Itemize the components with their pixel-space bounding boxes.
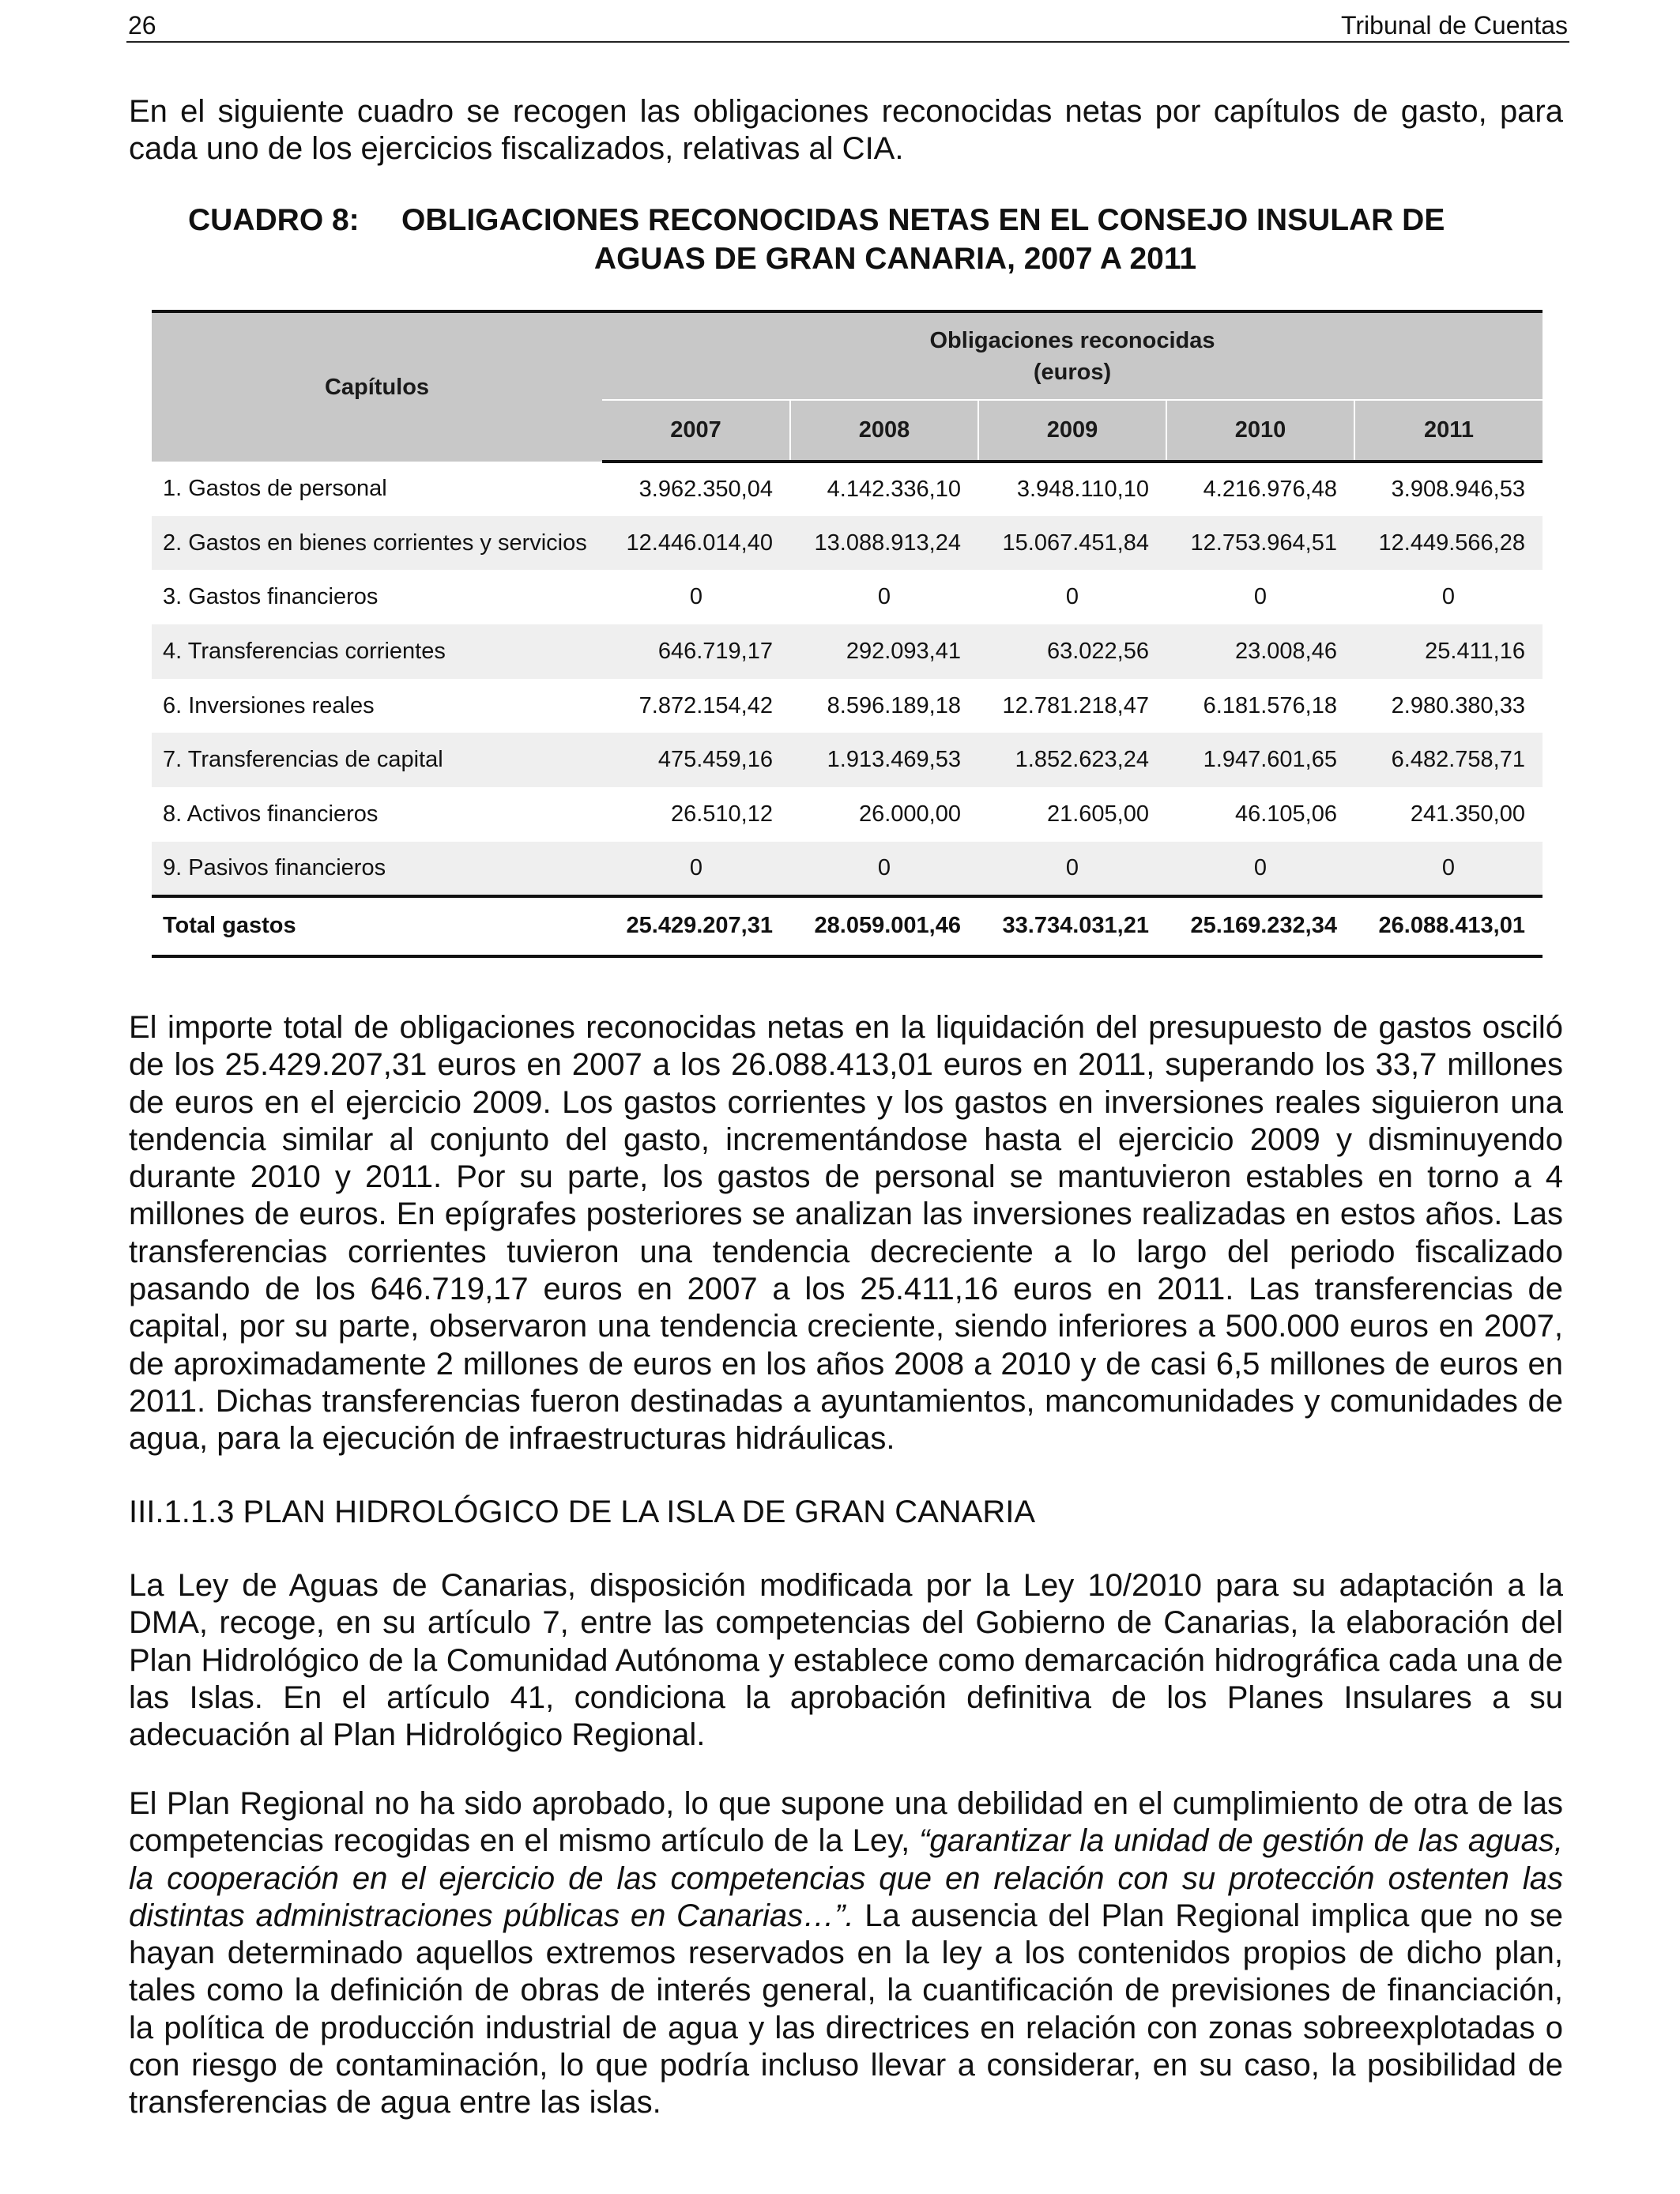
table-row	[152, 733, 1543, 787]
value-cell: 241.350,00	[1410, 801, 1525, 827]
value-cell: 3.908.946,53	[1391, 476, 1525, 502]
year-header: 2011	[1354, 400, 1543, 462]
value-cell: 0	[689, 584, 703, 610]
value-cell: 63.022,56	[978, 624, 1166, 679]
year-header: 2010	[1166, 400, 1354, 462]
header-organization: Tribunal de Cuentas	[1341, 11, 1568, 40]
table-row	[152, 462, 1543, 516]
page-number: 26	[128, 11, 156, 40]
value-cell: 4.142.336,10	[827, 476, 961, 502]
year-header: 2007	[602, 400, 790, 462]
page-header	[126, 9, 1569, 43]
value-cell: 0	[1166, 842, 1354, 896]
table-row	[152, 624, 1543, 679]
value-cell: 0	[1253, 584, 1268, 610]
plan-regional-part1: El Plan Regional no ha sido aprobado, lo que supone una debilidad en el cumplimiento de otra de las competencias recogidas en el mismo artículo de la Ley,	[129, 1786, 1563, 1859]
value-cell: 0	[602, 842, 790, 896]
obligaciones-table-container	[152, 310, 1543, 958]
value-cell: 6.181.576,18	[1203, 692, 1337, 718]
ley-aguas-paragraph: La Ley de Aguas de Canarias, disposición modificada por la Ley 10/2010 para su adaptación a la DMA, recoge, en su artículo 7, entre las competencias del Gobierno de Canarias, la elaboración del Plan Hidrológico de la Comunidad Autónoma y establece como demarcación hidrográfica cada una de las Islas. En el artículo 41, condiciona la aprobación definitiva de los Planes Insulares a su adecuación al Plan Hidrológico Regional.	[129, 1568, 1563, 1753]
table-row	[152, 516, 1543, 571]
total-cell: 28.059.001,46	[790, 896, 978, 956]
plan-regional-paragraph	[129, 1785, 1563, 2122]
total-cell: 25.169.232,34	[1166, 896, 1354, 956]
capitulo-cell: 9. Pasivos financieros	[152, 842, 602, 896]
value-cell: 0	[1065, 584, 1079, 610]
table-row	[152, 842, 1543, 896]
capitulo-cell: 2. Gastos en bienes corrientes y servicios	[152, 516, 602, 571]
value-cell: 475.459,16	[602, 733, 790, 787]
value-cell: 13.088.913,24	[790, 516, 978, 571]
value-cell: 1.913.469,53	[790, 733, 978, 787]
group-header-line1: Obligaciones reconocidas	[929, 327, 1215, 353]
capitulo-cell: 3. Gastos financieros	[163, 584, 379, 610]
value-cell: 3.948.110,10	[1016, 476, 1149, 502]
value-cell: 292.093,41	[790, 624, 978, 679]
value-cell: 1.947.601,65	[1166, 733, 1354, 787]
value-cell: 0	[978, 842, 1166, 896]
capitulo-cell: 4. Transferencias corrientes	[152, 624, 602, 679]
capitulo-cell: 8. Activos financieros	[163, 801, 379, 827]
value-cell: 21.605,00	[1046, 801, 1149, 827]
analysis-paragraph: El importe total de obligaciones reconocidas netas en la liquidación del presupuesto de gastos osciló de los 25.429.207,31 euros en 2007 a los 26.088.413,01 euros en 2011, superando los 33,7 millones de euros en el ejercicio 2009. Los gastos corrientes y los gastos en inversiones reales siguieron una tendencia similar al conjunto del gasto, incrementándose hasta el ejercicio 2009 y disminuyendo durante 2010 y 2011. Por su parte, los gastos de personal se mantuvieron estables en torno a 4 millones de euros. En epígrafes posteriores se analizan las inversiones realizadas en estos años. Las transferencias corrientes tuvieron una tendencia decreciente a lo largo del periodo fiscalizado pasando de los 646.719,17 euros en 2007 a los 25.411,16 euros en 2011. Las transferencias de capital, por su parte, observaron una tendencia creciente, siendo inferiores a 500.000 euros en 2007, de aproximadamente 2 millones de euros en los años 2008 a 2010 y de casi 6,5 millones de euros en 2011. Dichas transferencias fueron destinadas a ayuntamientos, mancomunidades y comunidades de agua, para la ejecución de infraestructuras hidráulicas.	[129, 1010, 1563, 1457]
value-cell: 0	[1441, 584, 1456, 610]
year-header: 2008	[790, 400, 978, 462]
total-cell: 33.734.031,21	[978, 896, 1166, 956]
total-cell: 25.429.207,31	[602, 896, 790, 956]
year-header: 2009	[978, 400, 1166, 462]
value-cell: 8.596.189,18	[827, 692, 961, 718]
total-label: Total gastos	[152, 896, 602, 956]
value-cell: 12.781.218,47	[1002, 692, 1149, 718]
plan-regional-part2: La ausencia del Plan Regional implica que no se hayan determinado aquellos extremos reservados en la ley a los contenidos propios de dicho plan, tales como la definición de obras de interés general, la cuantificación de previsiones de financiación, la política de producción industrial de agua y las directrices en relación con zonas sobreexplotadas o con riesgo de contaminación, lo que podría incluso llevar a considerar, en su caso, la posibilidad de transferencias de agua entre las islas.	[129, 1898, 1564, 2120]
value-cell: 12.449.566,28	[1354, 516, 1543, 571]
cuadro-title-line1: OBLIGACIONES RECONOCIDAS NETAS EN EL CONSEJO INSULAR DE	[401, 203, 1445, 237]
total-row	[152, 896, 1543, 956]
value-cell: 12.753.964,51	[1166, 516, 1354, 571]
value-cell: 12.446.014,40	[602, 516, 790, 571]
capitulo-cell: 6. Inversiones reales	[163, 692, 375, 718]
obligaciones-group-header	[602, 311, 1543, 400]
value-cell: 6.482.758,71	[1354, 733, 1543, 787]
value-cell: 15.067.451,84	[978, 516, 1166, 571]
value-cell: 23.008,46	[1166, 624, 1354, 679]
table-row	[152, 679, 1543, 733]
value-cell: 3.962.350,04	[638, 476, 773, 502]
value-cell: 1.852.623,24	[978, 733, 1166, 787]
value-cell: 0	[877, 584, 891, 610]
capitulos-header: Capítulos	[152, 311, 602, 462]
value-cell: 0	[1354, 842, 1543, 896]
value-cell: 26.000,00	[858, 801, 961, 827]
value-cell: 4.216.976,48	[1203, 476, 1337, 502]
cuadro-title	[188, 201, 1531, 278]
value-cell: 0	[790, 842, 978, 896]
table-row	[152, 787, 1543, 842]
table-row	[152, 570, 1543, 624]
cuadro-title-line2: AGUAS DE GRAN CANARIA, 2007 A 2011	[593, 242, 1197, 276]
section-heading: III.1.1.3 PLAN HIDROLÓGICO DE LA ISLA DE GRAN CANARIA	[129, 1495, 1036, 1529]
obligaciones-table	[152, 310, 1543, 958]
value-cell: 46.105,06	[1234, 801, 1337, 827]
total-cell: 26.088.413,01	[1354, 896, 1543, 956]
capitulo-cell: 7. Transferencias de capital	[152, 733, 602, 787]
group-header-line2: (euros)	[1033, 359, 1112, 385]
value-cell: 646.719,17	[602, 624, 790, 679]
value-cell: 25.411,16	[1354, 624, 1543, 679]
cuadro-label: CUADRO 8:	[188, 203, 360, 237]
value-cell: 7.872.154,42	[638, 692, 773, 718]
table-body	[152, 462, 1543, 956]
intro-paragraph: En el siguiente cuadro se recogen las obligaciones reconocidas netas por capítulos de gasto, para cada uno de los ejercicios fiscalizados, relativas al CIA.	[129, 94, 1563, 167]
value-cell: 2.980.380,33	[1391, 692, 1525, 718]
capitulo-cell: 1. Gastos de personal	[163, 475, 387, 501]
value-cell: 26.510,12	[670, 801, 773, 827]
plan-regional-quote: “garantizar la unidad de gestión de las aguas, la cooperación en el ejercicio de las competencias que en relación con su protección ostenten las distintas administraciones públicas en Canarias…”.	[129, 1823, 1563, 1933]
